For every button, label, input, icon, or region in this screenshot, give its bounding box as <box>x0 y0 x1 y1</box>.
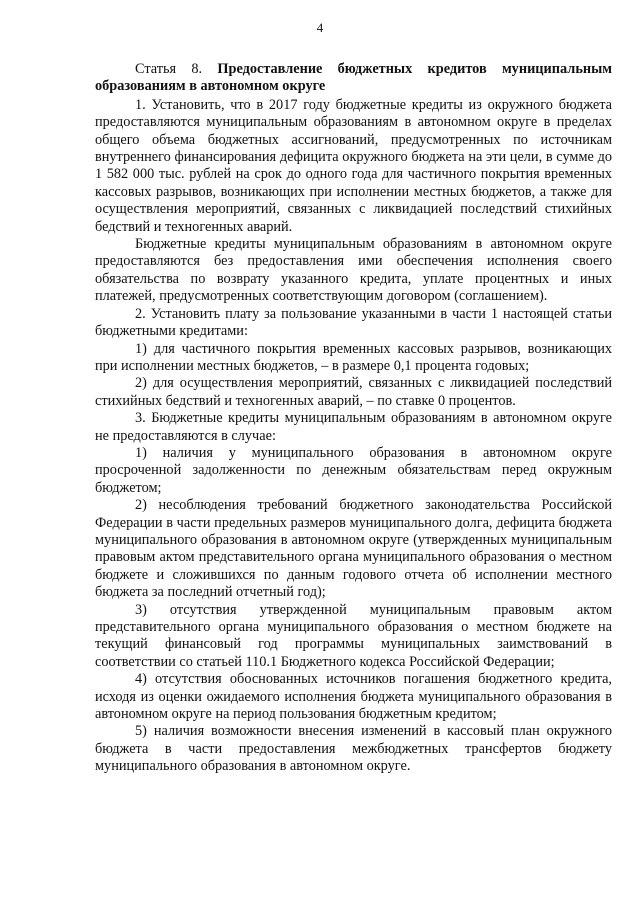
paragraph: 2. Установить плату за пользование указанными в части 1 настоящей статьи бюджетными кредитами: <box>95 305 612 340</box>
paragraph: 1. Установить, что в 2017 году бюджетные кредиты из окружного бюджета предоставляются муниципальным образованиям в автономном округе в пределах общего объема бюджетных ассигнований, предусмотренных по источникам внутреннего финансирования дефицита окружного бюджета на эти цели, в сумме до 1 582 000 тыс. рублей на срок до одного года для частичного покрытия временных кассовых разрывов, возникающих при исполнении местных бюджетов, а также для осуществления мероприятий, связанных с ликвидацией последствий стихийных бедствий и техногенных аварий. <box>95 96 612 235</box>
list-item: 3) отсутствия утвержденной муниципальным правовым актом представительного органа муниципального образования о местном бюджете на текущий финансовый год программы муниципальных заимствований в соответствии со статьей 110.1 Бюджетного кодекса Российской Федерации; <box>95 601 612 670</box>
article-body <box>95 61 612 776</box>
paragraph: Бюджетные кредиты муниципальным образованиям в автономном округе предоставляются без предоставления ими обеспечения исполнения своего обязательства по возврату указанного кредита, уплате процентных и иных платежей, предусмотренных соответствующим договором (соглашением). <box>95 236 612 305</box>
list-item: 4) отсутствия обоснованных источников погашения бюджетного кредита, исходя из оценки ожидаемого исполнения бюджета муниципального образования в автономном округе на период пользования бюджетным кредитом; <box>95 671 612 723</box>
article-heading <box>95 61 612 96</box>
list-item: 2) несоблюдения требований бюджетного законодательства Российской Федерации в части предельных размеров муниципального долга, дефицита бюджета муниципального образования в автономном округе (утвержденных муниципальным правовым актом представительного органа муниципального образования о местном бюджете и сложившихся по данным годового отчета об исполнении местного бюджета за последний отчетный год); <box>95 497 612 601</box>
paragraph: 3. Бюджетные кредиты муниципальным образованиям в автономном округе не предоставляются в случае: <box>95 410 612 444</box>
page-number: 4 <box>316 20 324 35</box>
list-item: 5) наличия возможности внесения изменений в кассовый план окружного бюджета в части предоставления межбюджетных трансфертов бюджету муниципального образования в автономном округе. <box>95 723 612 775</box>
list-item: 1) наличия у муниципального образования в автономном округе просроченной задолженности по денежным обязательствам перед окружным бюджетом; <box>95 444 612 496</box>
list-item: 2) для осуществления мероприятий, связанных с ликвидацией последствий стихийных бедствий и техногенных аварий, – по ставке 0 процентов. <box>95 375 612 409</box>
article-label: Статья 8. <box>135 61 203 77</box>
list-item: 1) для частичного покрытия временных кассовых разрывов, возникающих при исполнении местных бюджетов, – в размере 0,1 процента годовых; <box>95 340 612 374</box>
article-title: Предоставление бюджетных кредитов муниципальным образованиям в автономном округе <box>95 61 613 95</box>
